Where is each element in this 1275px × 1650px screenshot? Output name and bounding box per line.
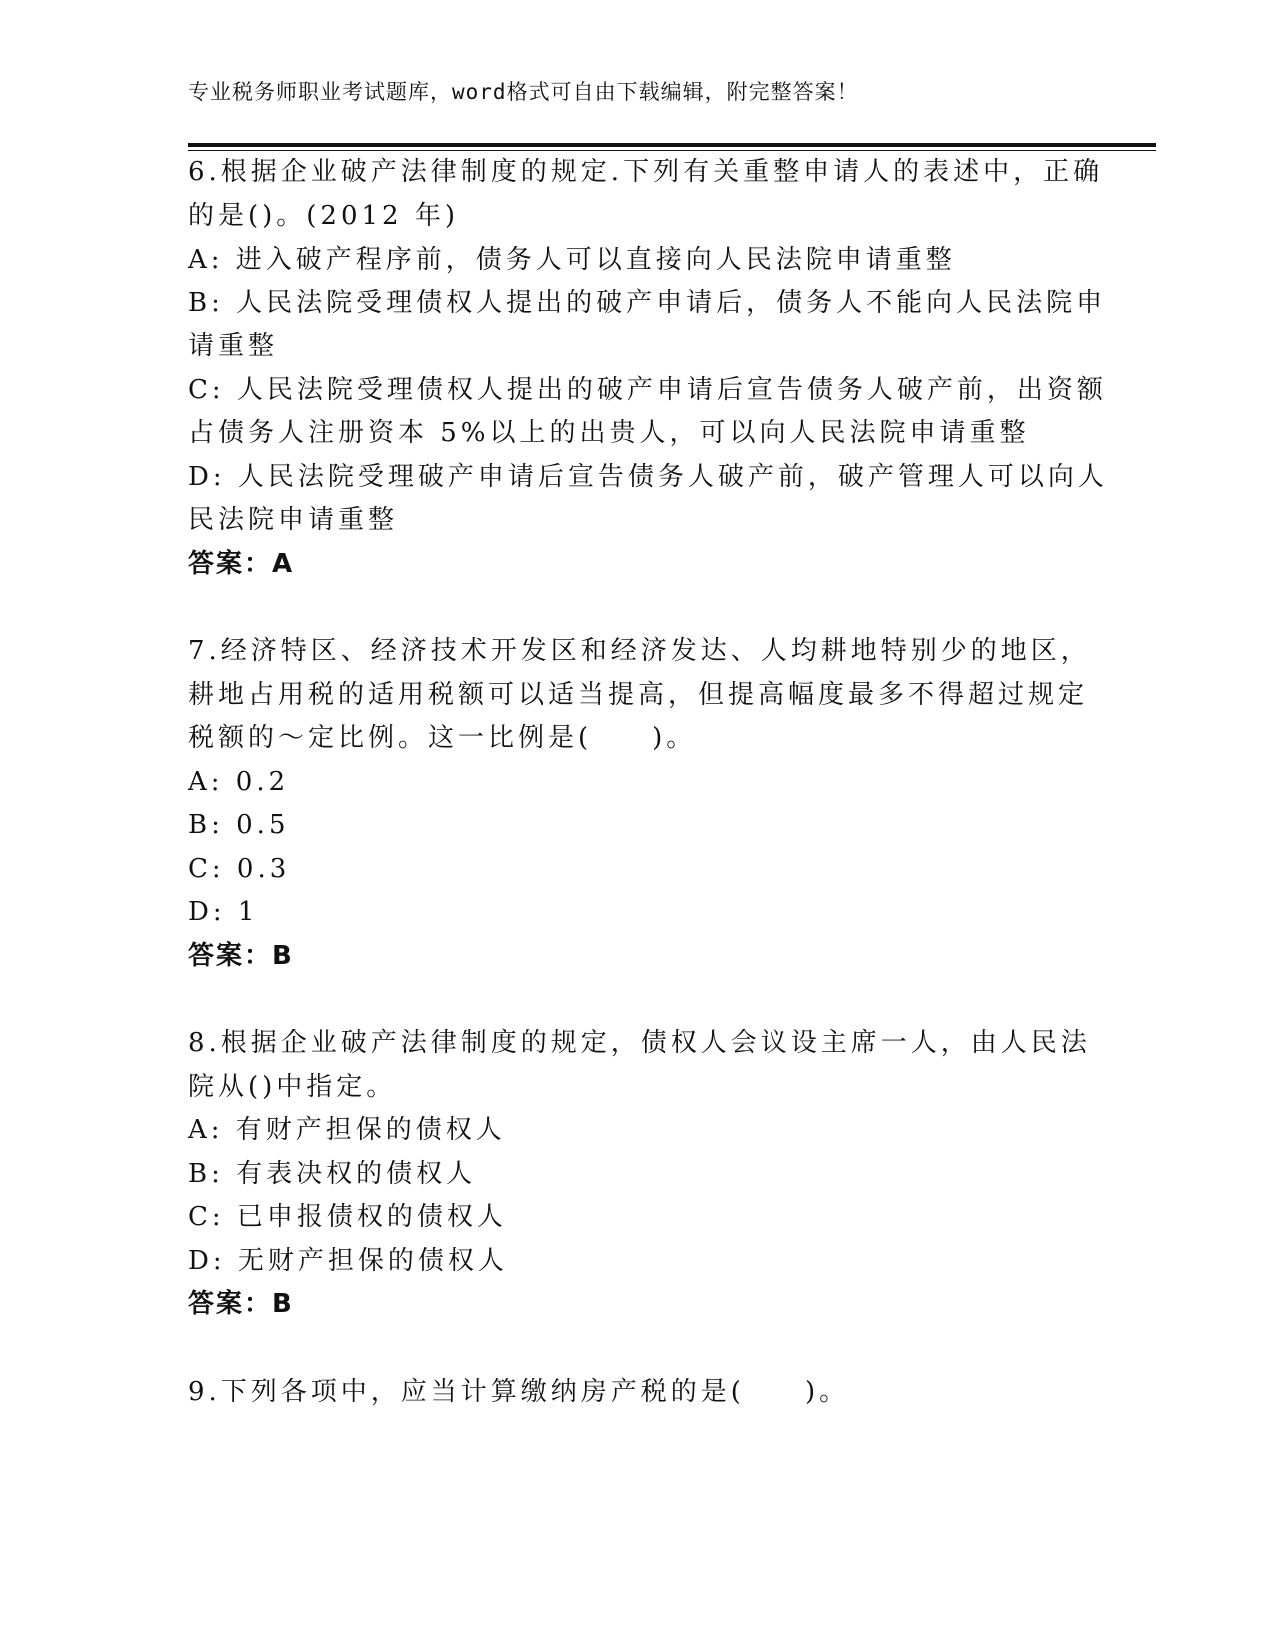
question-8-answer: 答案：B <box>188 1289 294 1319</box>
page-header: 专业税务师职业考试题库，word格式可自由下载编辑，附完整答案！ <box>188 80 859 104</box>
header-rule-thick <box>188 143 1156 147</box>
header-rule-thin <box>188 150 1156 151</box>
question-8-stem-line-2: 院从()中指定。 <box>188 1072 397 1102</box>
question-6-stem-line-2: 的是()。(2012 年) <box>188 201 460 231</box>
question-7-stem-line-3: 税额的～定比例。这一比例是( )。 <box>188 723 697 753</box>
question-9-stem-line-1: 9.下列各项中，应当计算缴纳房产税的是( )。 <box>188 1377 850 1407</box>
question-8-option-b: B: 有表决权的债权人 <box>188 1159 477 1189</box>
question-7-option-a: A: 0.2 <box>188 767 290 797</box>
question-7-stem-line-1: 7.经济特区、经济技术开发区和经济发达、人均耕地特别少的地区， <box>188 636 1091 666</box>
question-8-option-d: D: 无财产担保的债权人 <box>188 1246 508 1276</box>
question-6-answer: 答案：A <box>188 549 295 579</box>
question-6-option-d-line-2: 民法院申请重整 <box>188 505 399 535</box>
question-7-option-c: C: 0.3 <box>188 854 291 884</box>
question-6-option-d-line-1: D: 人民法院受理破产申请后宣告债务人破产前，破产管理人可以向人 <box>188 462 1108 492</box>
question-6-option-c-line-1: C: 人民法院受理债权人提出的破产申请后宣告债务人破产前，出资额 <box>188 375 1107 405</box>
question-8-option-a: A: 有财产担保的债权人 <box>188 1115 506 1145</box>
question-6-option-c-line-2: 占债务人注册资本 5%以上的出贵人，可以向人民法院申请重整 <box>188 418 1030 448</box>
question-6-option-b-line-1: B: 人民法院受理债权人提出的破产申请后，债务人不能向人民法院申 <box>188 288 1107 318</box>
question-7-option-d: D: 1 <box>188 897 259 927</box>
question-8-option-c: C: 已申报债权的债权人 <box>188 1202 507 1232</box>
question-6-option-b-line-2: 请重整 <box>188 331 279 361</box>
question-7-stem-line-2: 耕地占用税的适用税额可以适当提高，但提高幅度最多不得超过规定 <box>188 680 1089 710</box>
question-6-stem-line-1: 6.根据企业破产法律制度的规定.下列有关重整申请人的表述中，正确 <box>188 157 1104 187</box>
question-7-answer: 答案：B <box>188 941 294 971</box>
question-8-stem-line-1: 8.根据企业破产法律制度的规定，债权人会议设主席一人，由人民法 <box>188 1028 1091 1058</box>
question-6-option-a: A: 进入破产程序前，债务人可以直接向人民法院申请重整 <box>188 245 956 275</box>
question-7-option-b: B: 0.5 <box>188 810 290 840</box>
